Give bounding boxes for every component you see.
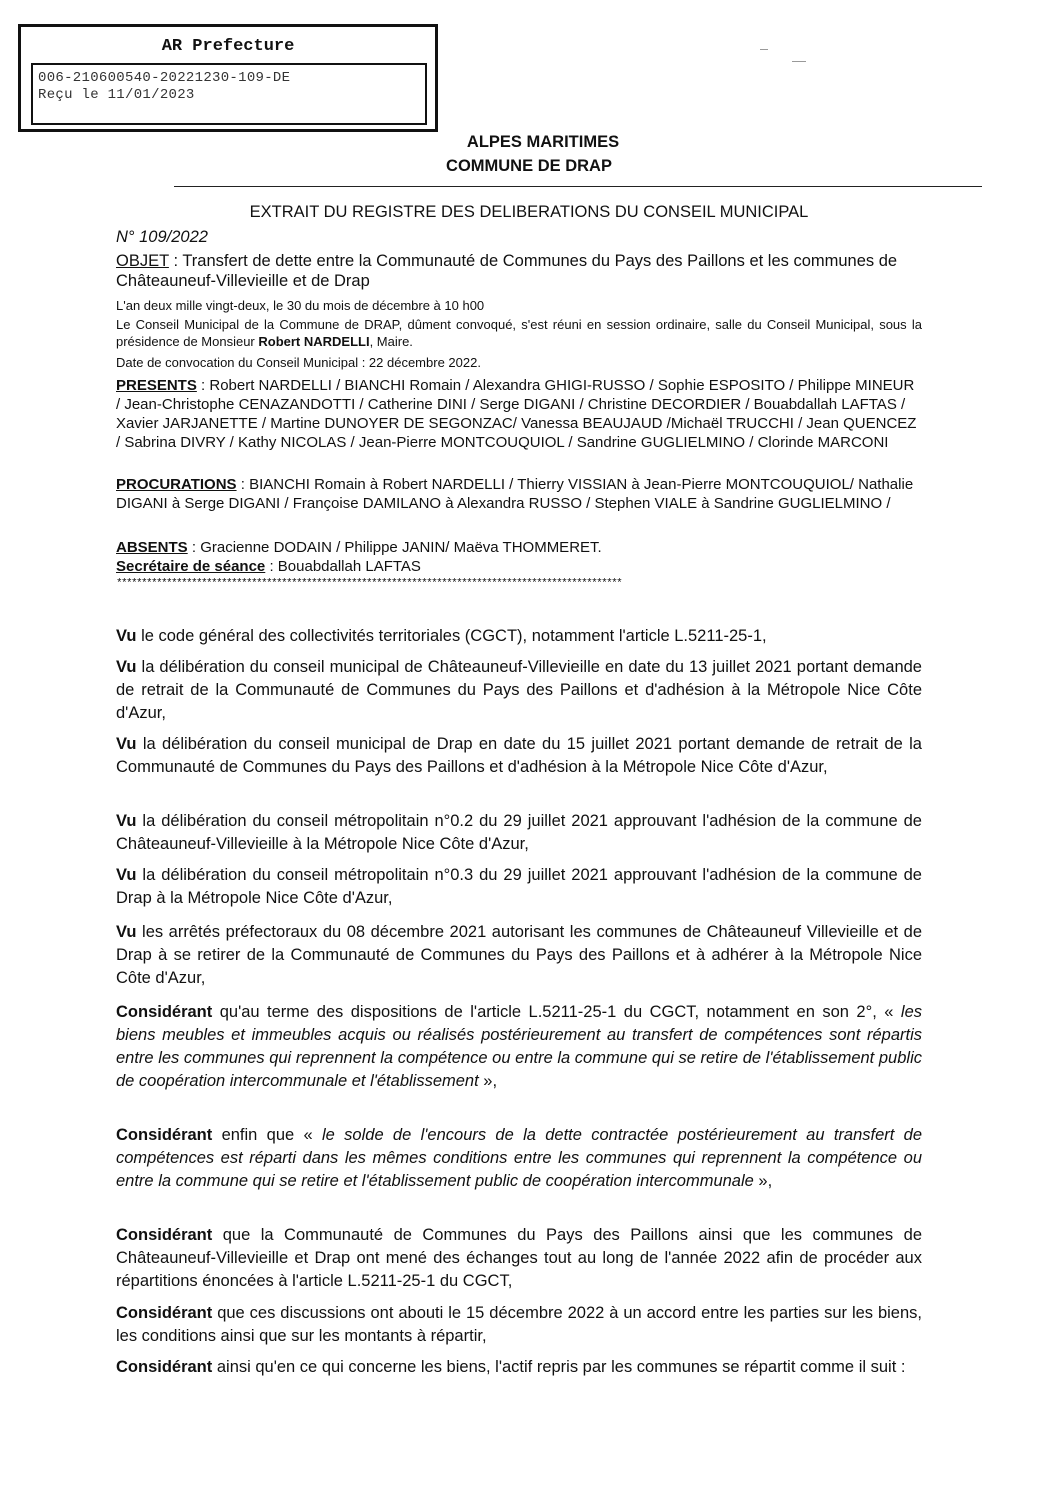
vu-paragraph <box>116 733 922 779</box>
paragraph-text: que ces discussions ont abouti le 15 décembre 2022 à un accord entre les parties sur les biens, les conditions ainsi que sur les montants à répartir, <box>116 1304 922 1345</box>
vu-paragraph <box>116 921 922 990</box>
convocation-date: Date de convocation du Conseil Municipal : 22 décembre 2022. <box>116 355 481 370</box>
commune-heading: COMMUNE DE DRAP <box>446 157 612 175</box>
objet-text: : Transfert de dette entre la Communauté de Communes du Pays des Paillons et les communes de Châteauneuf-Villevieille et de Drap <box>116 252 898 290</box>
scan-mark <box>760 49 768 50</box>
considerant-label: Considérant <box>116 1126 213 1144</box>
session-date: L'an deux mille vingt-deux, le 30 du mois de décembre à 10 h00 <box>116 298 485 313</box>
procurations-names: : BIANCHI Romain à Robert NARDELLI / Thierry VISSIAN à Jean-Pierre MONTCOUQUIOL/ Nathalie DIGANI à Serge DIGANI / Françoise DAMILANO à Alexandra RUSSO / Stephen VIALE à Sandrine GUGLIELMINO / <box>116 476 914 512</box>
paragraph-text: enfin que « <box>212 1126 323 1144</box>
absents-list <box>116 538 922 557</box>
absents-label: ABSENTS <box>116 539 188 556</box>
paragraph-text: que la Communauté de Communes du Pays des Paillons ainsi que les communes de Châteauneuf-Villevieille et Drap ont mené des échanges tout au long de l'année 2022 afin de procéder aux répartitions énoncées à l'article L.5211-25-1 du CGCT, <box>116 1226 922 1290</box>
header-rule <box>174 186 982 187</box>
mayor-name: Robert NARDELLI <box>258 334 370 349</box>
vu-paragraph <box>116 810 922 856</box>
paragraph-text: les arrêtés préfectoraux du 08 décembre 2021 autorisant les communes de Châteauneuf Villevieille et de Drap à se retirer de la Communauté de Communes du Pays des Paillons et à adhérer à la Métropole Nice Côte d'Azur, <box>116 923 922 987</box>
stamp-received: Reçu le 11/01/2023 <box>38 87 195 103</box>
vu-label: Vu <box>116 866 137 884</box>
procurations-list <box>116 475 922 513</box>
considerant-paragraph <box>116 1001 922 1093</box>
considerant-label: Considérant <box>116 1358 213 1376</box>
considerant-paragraph <box>116 1124 922 1193</box>
secretaire-label: Secrétaire de séance <box>116 558 266 575</box>
paragraph-text-end: », <box>478 1072 498 1090</box>
vu-label: Vu <box>116 923 137 941</box>
presents-names: : Robert NARDELLI / BIANCHI Romain / Alexandra GHIGI-RUSSO / Sophie ESPOSITO / Philippe MINEUR / Jean-Christophe CENAZANDOTTI / Catherine DINI / Serge DIGANI / Christine DECORDIER / Bouabdallah LAFTAS / Xavier JARJANETTE / Martine DUNOYER DE SEGONZAC/ Vanessa BEAUJAUD /Michaël TRUCCHI / Jean QUENCEZ / Sabrina DIVRY / Kathy NICOLAS / Jean-Pierre MONTCOUQUIOL / Sandrine GUGLIELMINO / Clorinde MARCONI <box>116 377 917 451</box>
council-text-end: , Maire. <box>369 334 413 349</box>
department-heading: ALPES MARITIMES <box>466 133 620 151</box>
paragraph-text: la délibération du conseil municipal de Drap en date du 15 juillet 2021 portant demande de retrait de la Communauté de Communes du Pays des Paillons et d'adhésion à la Métropole Nice Côte d'Azur, <box>116 735 922 776</box>
paragraph-text: qu'au terme des dispositions de l'article L.5211-25-1 du CGCT, notamment en son 2°, « <box>212 1003 901 1021</box>
paragraph-text: la délibération du conseil métropolitain n°0.2 du 29 juillet 2021 approuvant l'adhésion de la commune de Châteauneuf-Villevieille à la Métropole Nice Côte d'Azur, <box>116 812 922 853</box>
stamp-title: AR Prefecture <box>161 37 295 56</box>
considerant-label: Considérant <box>116 1003 213 1021</box>
vu-label: Vu <box>116 735 137 753</box>
absents-names: : Gracienne DODAIN / Philippe JANIN/ Maëva THOMMERET. <box>187 539 602 556</box>
session-council <box>116 316 922 350</box>
secretaire-name: : Bouabdallah LAFTAS <box>265 558 421 575</box>
register-title: EXTRAIT DU REGISTRE DES DELIBERATIONS DU CONSEIL MUNICIPAL <box>249 203 809 221</box>
vu-label: Vu <box>116 658 137 676</box>
paragraph-text: la délibération du conseil municipal de Châteauneuf-Villevieille en date du 13 juillet 2021 portant demande de retrait de la Communauté de Communes du Pays des Paillons et d'adhésion à la Métropole Nice Côte d'Azur, <box>116 658 922 722</box>
vu-label: Vu <box>116 627 137 645</box>
separator-stars: ***************************************************************************************************** <box>116 578 622 590</box>
considerant-label: Considérant <box>116 1226 213 1244</box>
vu-paragraph <box>116 625 922 648</box>
secretaire-line <box>116 557 922 576</box>
considerant-label: Considérant <box>116 1304 213 1322</box>
vu-paragraph <box>116 656 922 725</box>
deliberation-number: N° 109/2022 <box>116 228 208 246</box>
paragraph-text: ainsi qu'en ce qui concerne les biens, l'actif repris par les communes se répartit comme il suit : <box>212 1358 906 1376</box>
paragraph-text: la délibération du conseil métropolitain n°0.3 du 29 juillet 2021 approuvant l'adhésion de la commune de Drap à la Métropole Nice Côte d'Azur, <box>116 866 922 907</box>
procurations-label: PROCURATIONS <box>116 476 237 493</box>
objet-paragraph <box>116 251 922 291</box>
stamp-id: 006-210600540-20221230-109-DE <box>38 70 291 86</box>
considerant-paragraph <box>116 1224 922 1293</box>
presents-label: PRESENTS <box>116 377 197 394</box>
paragraph-text: le code général des collectivités territoriales (CGCT), notamment l'article L.5211-25-1, <box>136 627 767 645</box>
considerant-paragraph <box>116 1356 922 1379</box>
scan-mark <box>792 61 806 62</box>
quoted-text: les biens meubles et immeubles acquis ou réalisés postérieurement au transfert de compétences sont répartis entre les communes qui reprennent la compétence ou entre la commune qui se retire de l'établissement public de coopération intercommunale et l'établissement <box>116 1003 922 1090</box>
vu-label: Vu <box>116 812 137 830</box>
vu-paragraph <box>116 864 922 910</box>
council-text: Le Conseil Municipal de la Commune de DRAP, dûment convoqué, s'est réuni en session ordinaire, salle du Conseil Municipal, sous la présidence de Monsieur <box>116 317 922 349</box>
presents-list <box>116 376 922 452</box>
considerant-paragraph <box>116 1302 922 1348</box>
quoted-text: le solde de l'encours de la dette contractée postérieurement au transfert de compétences est réparti dans les mêmes conditions entre les communes qui reprennent la compétence ou entre la commune qui se retire et l'établissement public de coopération intercommunale <box>116 1126 923 1190</box>
paragraph-text-end: », <box>753 1172 773 1190</box>
objet-label: OBJET <box>116 252 169 270</box>
